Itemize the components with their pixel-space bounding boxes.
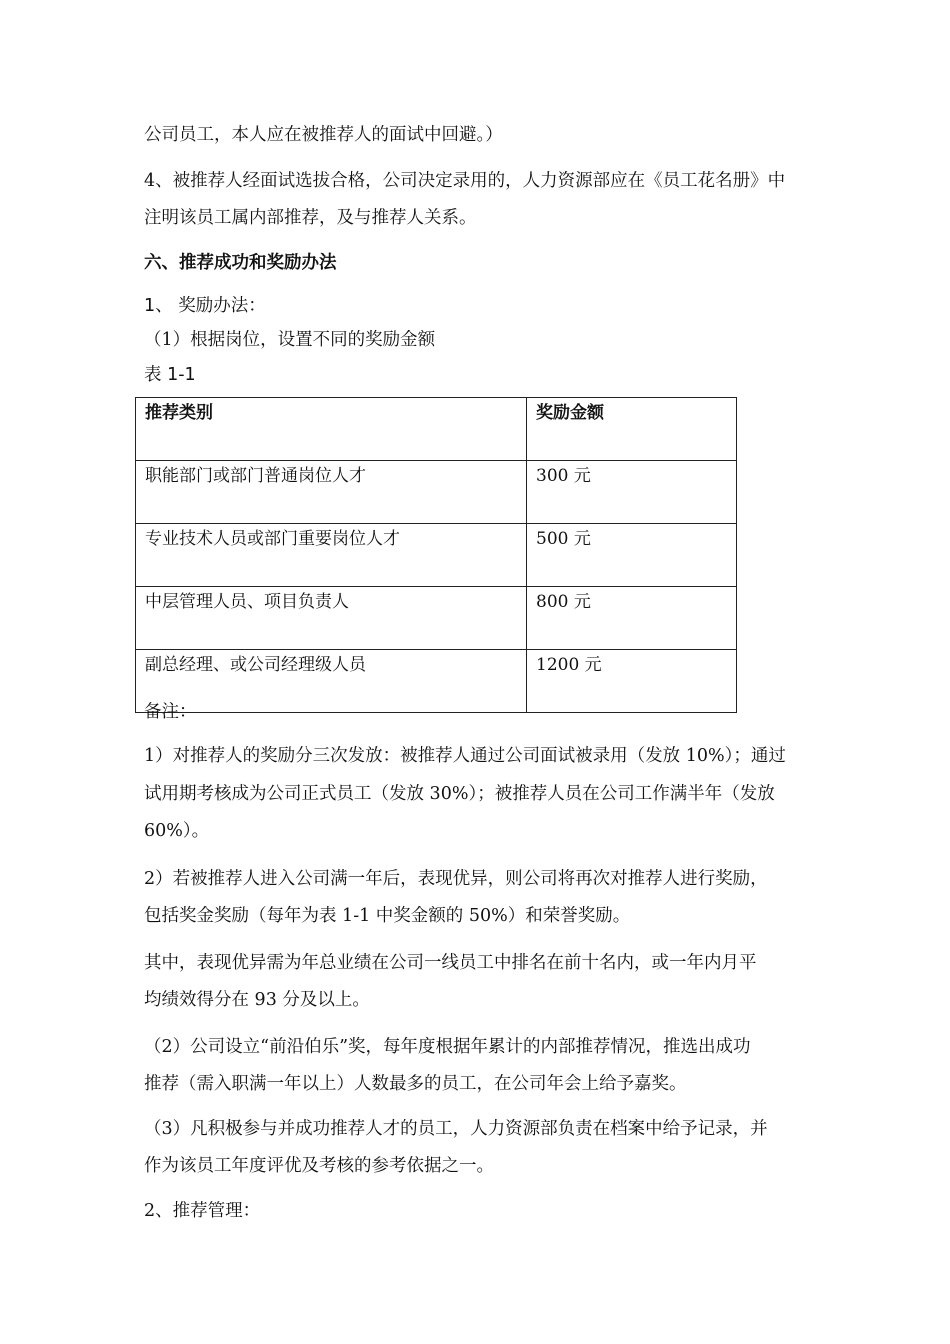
text-line: 60%）。 xyxy=(144,821,210,841)
sub-item: （1）根据岗位，设置不同的奖励金额 xyxy=(144,330,436,350)
table-cell: 中层管理人员、项目负责人 xyxy=(136,587,527,650)
list-item: 1、 奖励办法： xyxy=(144,296,266,316)
section-heading: 六、推荐成功和奖励办法 xyxy=(144,253,337,273)
text-line: 注明该员工属内部推荐，及与推荐人关系。 xyxy=(144,208,477,228)
text-line: 1）对推荐人的奖励分三次发放：被推荐人通过公司面试被录用（发放 10%）；通过 xyxy=(144,746,786,766)
notes-label: 备注： xyxy=(144,702,197,722)
text-line: 包括奖金奖励（每年为表 1-1 中奖金额的 50%）和荣誉奖励。 xyxy=(144,906,631,926)
text-line: 推荐（需入职满一年以上）人数最多的员工，在公司年会上给予嘉奖。 xyxy=(144,1074,687,1094)
text-line: 作为该员工年度评优及考核的参考依据之一。 xyxy=(144,1156,494,1176)
text-line: （2）公司设立“前沿伯乐”奖，每年度根据年累计的内部推荐情况，推选出成功 xyxy=(144,1037,751,1057)
table-cell: 300 元 xyxy=(527,461,737,524)
table-cell: 副总经理、或公司经理级人员 xyxy=(136,650,527,713)
text-line: 均绩效得分在 93 分及以上。 xyxy=(144,990,370,1010)
table-cell: 职能部门或部门普通岗位人才 xyxy=(136,461,527,524)
text-line: 4、被推荐人经面试选拔合格，公司决定录用的，人力资源部应在《员工花名册》中 xyxy=(144,171,786,191)
table-row xyxy=(136,587,737,650)
text-line: 试用期考核成为公司正式员工（发放 30%）；被推荐人员在公司工作满半年（发放 xyxy=(144,784,775,804)
table-caption: 表 1-1 xyxy=(144,365,196,385)
table-header-row xyxy=(136,398,737,461)
text-line: 公司员工，本人应在被推荐人的面试中回避。） xyxy=(144,125,503,145)
text-line: 其中，表现优异需为年总业绩在公司一线员工中排名在前十名内，或一年内月平 xyxy=(144,953,757,973)
text-line: 2）若被推荐人进入公司满一年后，表现优异，则公司将再次对推荐人进行奖励， xyxy=(144,869,768,889)
table-cell: 800 元 xyxy=(527,587,737,650)
table-row xyxy=(136,524,737,587)
table-cell: 专业技术人员或部门重要岗位人才 xyxy=(136,524,527,587)
reward-table xyxy=(135,397,737,713)
header-cell: 奖励金额 xyxy=(527,398,737,461)
text-line: （3）凡积极参与并成功推荐人才的员工，人力资源部负责在档案中给予记录，并 xyxy=(144,1119,768,1139)
list-item: 2、推荐管理： xyxy=(144,1201,261,1221)
header-cell: 推荐类别 xyxy=(136,398,527,461)
table-cell: 500 元 xyxy=(527,524,737,587)
table-row xyxy=(136,461,737,524)
table-cell: 1200 元 xyxy=(527,650,737,713)
